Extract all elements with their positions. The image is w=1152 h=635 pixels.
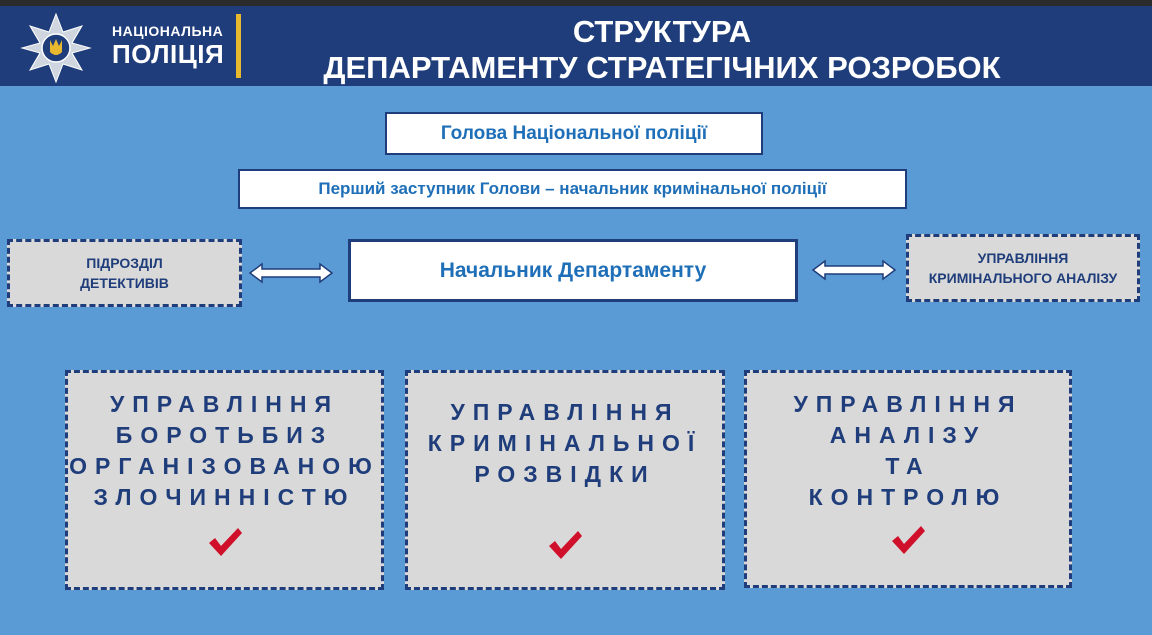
unit-card-line: РОЗВІДКИ bbox=[474, 461, 656, 487]
unit-card-line: УПРАВЛІННЯ bbox=[793, 391, 1023, 417]
double-arrow-right-icon bbox=[811, 259, 897, 281]
department-head-box bbox=[348, 239, 798, 302]
detectives-unit-box bbox=[7, 239, 242, 307]
unit-card-line: БОРОТЬБИЗ bbox=[115, 422, 334, 448]
head-of-police-label: Голова Національної поліції bbox=[440, 122, 708, 144]
unit-card-line: ТА bbox=[885, 453, 931, 479]
unit-card-analysis-control bbox=[744, 370, 1072, 588]
first-deputy-box bbox=[238, 169, 907, 209]
checkmark-icon bbox=[546, 528, 584, 562]
unit-card-organized-crime bbox=[65, 370, 384, 590]
unit-card-line: УПРАВЛІННЯ bbox=[450, 399, 680, 425]
brand-line-2: ПОЛІЦІЯ bbox=[112, 39, 225, 69]
unit-card-text bbox=[408, 397, 722, 490]
double-arrow-left-icon bbox=[248, 262, 334, 284]
title-line-1: СТРУКТУРА bbox=[572, 14, 752, 49]
detectives-unit-line-2: ДЕТЕКТИВІВ bbox=[80, 275, 169, 291]
first-deputy-label: Перший заступник Голови – начальник кримінальної поліції bbox=[318, 179, 827, 198]
unit-card-line: КОНТРОЛЮ bbox=[808, 484, 1008, 510]
department-head-label: Начальник Департаменту bbox=[439, 258, 707, 282]
detectives-unit-line-1: ПІДРОЗДІЛ bbox=[86, 255, 163, 271]
brand-name bbox=[112, 24, 224, 67]
unit-card-text bbox=[747, 389, 1069, 513]
unit-card-line: УПРАВЛІННЯ bbox=[109, 391, 340, 417]
unit-card-line: ЗЛОЧИННІСТЮ bbox=[93, 484, 356, 510]
police-star-trident-icon bbox=[20, 12, 92, 84]
checkmark-icon bbox=[206, 525, 244, 559]
unit-card-text bbox=[68, 389, 381, 513]
header-bar bbox=[0, 6, 1152, 86]
unit-card-criminal-intelligence bbox=[405, 370, 725, 590]
head-of-police-box bbox=[385, 112, 763, 155]
unit-card-line: АНАЛІЗУ bbox=[829, 422, 987, 448]
page-title bbox=[262, 14, 1062, 86]
criminal-analysis-unit-line-2: КРИМІНАЛЬНОГО АНАЛІЗУ bbox=[928, 270, 1118, 286]
unit-card-line: ОРГАНІЗОВАНОЮ bbox=[69, 453, 380, 479]
checkmark-icon bbox=[889, 523, 927, 557]
title-line-2: ДЕПАРТАМЕНТУ СТРАТЕГІЧНИХ РОЗРОБОК bbox=[323, 50, 1001, 85]
criminal-analysis-unit-box bbox=[906, 234, 1140, 302]
criminal-analysis-unit-line-1: УПРАВЛІННЯ bbox=[977, 250, 1069, 266]
brand-divider bbox=[236, 14, 241, 78]
brand-line-1: НАЦІОНАЛЬНА bbox=[112, 23, 224, 39]
unit-card-line: КРИМІНАЛЬНОЇ bbox=[427, 430, 703, 456]
